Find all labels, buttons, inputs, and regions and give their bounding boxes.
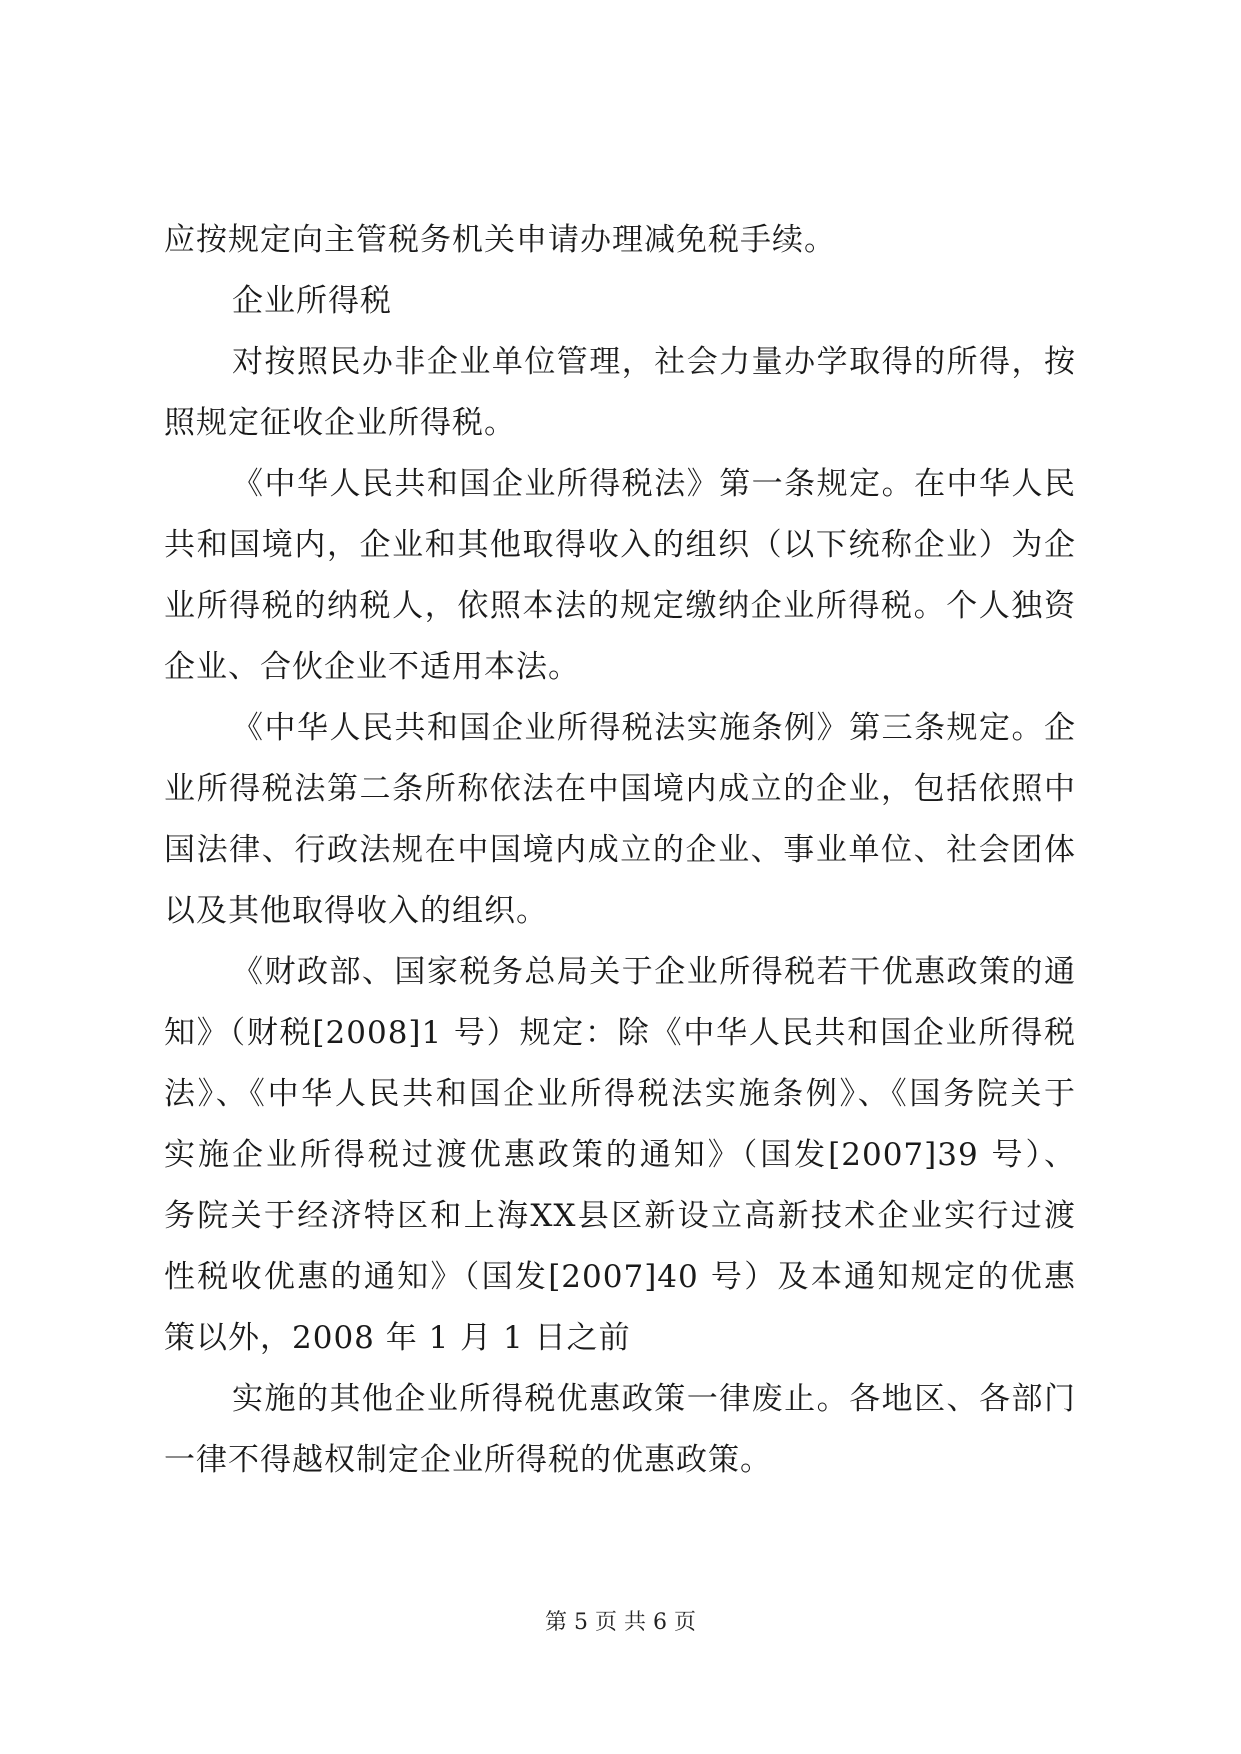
text-line: 业所得税法第二条所称依法在中国境内成立的企业，包括依照中 bbox=[164, 771, 1076, 807]
text-line: 照规定征收企业所得税。 bbox=[164, 405, 516, 441]
text-line: 法》、《中华人民共和国企业所得税法实施条例》、《国务院关于 bbox=[164, 1076, 1076, 1112]
text-line: 应按规定向主管税务机关申请办理减免税手续。 bbox=[164, 222, 836, 258]
text-line: 性税收优惠的通知》（国发[2007]40 号）及本通知规定的优惠 bbox=[164, 1259, 1076, 1295]
document-body bbox=[164, 210, 1076, 1491]
text-line: 实施的其他企业所得税优惠政策一律废止。各地区、各部门 bbox=[232, 1381, 1076, 1417]
text-line: 企业、合伙企业不适用本法。 bbox=[164, 649, 580, 685]
text-line: 业所得税的纳税人，依照本法的规定缴纳企业所得税。个人独资 bbox=[164, 588, 1076, 624]
text-line: 《中华人民共和国企业所得税法》第一条规定。在中华人民 bbox=[232, 466, 1076, 502]
text-line: 《财政部、国家税务总局关于企业所得税若干优惠政策的通 bbox=[232, 954, 1076, 990]
page-number-label: 第 5 页 共 6 页 bbox=[545, 1610, 696, 1635]
text-line: 对按照民办非企业单位管理，社会力量办学取得的所得，按 bbox=[232, 344, 1076, 380]
text-line: 策以外，2008 年 1 月 1 日之前 bbox=[164, 1320, 631, 1356]
page-footer bbox=[0, 1608, 1241, 1638]
text-line: 知》（财税[2008]1 号）规定：除《中华人民共和国企业所得税 bbox=[164, 1015, 1076, 1051]
text-line: 务院关于经济特区和上海XX县区新设立高新技术企业实行过渡 bbox=[164, 1198, 1076, 1234]
text-line: 以及其他取得收入的组织。 bbox=[164, 893, 548, 929]
text-line: 共和国境内，企业和其他取得收入的组织（以下统称企业）为企 bbox=[164, 527, 1076, 563]
text-line: 国法律、行政法规在中国境内成立的企业、事业单位、社会团体 bbox=[164, 832, 1076, 868]
text-line: 《中华人民共和国企业所得税法实施条例》第三条规定。企 bbox=[232, 710, 1076, 746]
text-line: 企业所得税 bbox=[232, 283, 392, 319]
text-line: 实施企业所得税过渡优惠政策的通知》（国发[2007]39 号）、 bbox=[164, 1137, 1076, 1173]
text-line: 一律不得越权制定企业所得税的优惠政策。 bbox=[164, 1442, 772, 1478]
